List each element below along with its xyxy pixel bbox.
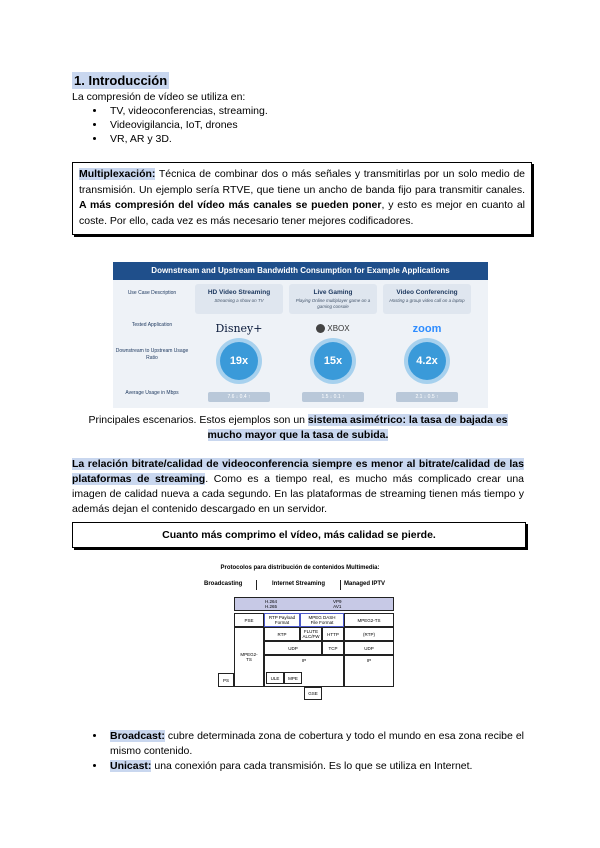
cell-mpeg-dash: MPEG DASH File Format [300,613,344,627]
cell-ps: PS [218,673,234,687]
list-item: • TV, videoconferencias, streaming. [106,104,268,118]
bullet-text: cubre determinada zona de cobertura y todo el mundo en esa zona recibe el mismo contenido. [110,730,524,757]
ratio-circle: 19x [220,342,258,380]
codec-row [234,597,394,611]
cell-udp-right: UDP [344,641,394,655]
row-label-ratio: Downstream to Upstream Usage Ratio [115,348,189,361]
header-managed-iptv: Managed IPTV [344,581,386,587]
bitrate-text: . Como es a tiempo real, es mucho más complicado crear una imagen de calidad nueva a cada segundo. En las plataformas de streaming tienen más tiempo y además dejan el contenido descargado en un servidor. [72,473,524,515]
list-item [106,759,524,774]
cell-mpe: MPE [284,672,302,684]
cell-pse: PSE [234,613,264,627]
header-internet-streaming: Internet Streaming [272,581,326,587]
uses-list [90,104,268,146]
protocols-title: Protocolos para distribución de contenidos Multimedia: [220,565,380,571]
column-title: Live Gaming [313,289,353,296]
cell-rtp-paren: (RTP) [344,627,394,641]
multiplex-text-2: , y esto es mejor en cuanto al coste. Por ello, cada vez es más necesario tener mejores codificadores. [79,199,525,227]
section-title: 1. Introducción [74,73,168,88]
cell-tcp: TCP [322,641,344,655]
header-divider [256,580,257,590]
cell-http: HTTP [322,627,344,641]
column-header-conferencing [383,284,471,314]
cell-ip-right: IP [344,655,394,687]
compression-statement-box: Cuanto más comprimo el vídeo, más calidad se pierde. [72,522,526,548]
column-header-streaming [195,284,283,314]
usage-badge: 2.1 ↓ 0.5 ↑ [396,392,458,402]
cell-flute: FLUTE ALC/FW [300,627,322,641]
header-divider [340,580,341,590]
xbox-label: XBOX [327,324,350,333]
list-item: • Videovigilancia, IoT, drones [106,118,268,132]
bitrate-paragraph [72,457,524,517]
row-label-use-case: Use Case Description [127,290,177,296]
multiplex-text-1: Técnica de combinar dos o más señales y transmitirlas por un solo medio de transmisión. Un ejemplo sería RTVE, que tiene un ancho de banda fijo para transmitir canales. [79,168,525,196]
column-title: HD Video Streaming [207,289,271,296]
list-item: • VR, AR y 3D. [106,132,268,146]
cell-ip: IP [264,655,344,687]
bandwidth-figure [113,262,488,408]
cell-ule: ULE [266,672,284,684]
column-description: Hosting a group video call on a laptop [389,298,465,303]
column-title: Video Conferencing [396,289,458,296]
intro-text: La compresión de vídeo se utiliza en: [72,91,246,103]
cell-rtp: RTP [264,627,300,641]
multiplex-highlight: A más compresión del vídeo más canales se pueden poner [79,199,382,211]
cell-gse: GSE [304,687,322,700]
usage-badge: 7.6 ↓ 0.4 ↑ [208,392,270,402]
cell-rtp-payload: RTP Payload Format [264,613,300,627]
codec-vp9: VP9 AV1 [333,599,342,609]
column-header-gaming [289,284,377,314]
multiplexacion-box [72,162,532,235]
bullet-term: Broadcast: [110,730,165,742]
cell-mpeg2ts-right: MPEG2-TS [344,613,394,627]
column-description: Playing Online multiplayer game on a gaming console [295,298,371,309]
xbox-icon [316,324,325,333]
list-item [106,729,524,759]
row-label-usage: Average Usage in Mbps [125,390,179,396]
header-broadcasting: Broadcasting [204,581,243,587]
protocols-figure [200,565,400,701]
bullet-term: Unicast: [110,760,152,772]
figure-caption [72,413,524,443]
cell-udp: UDP [264,641,322,655]
zoom-logo: zoom [412,323,442,335]
disney-plus-logo: Disney+ [215,322,263,335]
caption-highlight: sistema asimétrico: la tasa de bajada es mucho mayor que la tasa de subida. [207,414,508,441]
figure-title: Downstream and Upstream Bandwidth Consumption for Example Applications [113,262,488,280]
row-label-tested: Tested Application [131,322,173,328]
ratio-circle: 15x [314,342,352,380]
multiplex-term: Multiplexación: [79,168,156,180]
column-description: Streaming a show on TV [214,298,264,303]
caption-text: Principales escenarios. Estos ejemplos son un [88,414,308,426]
usage-badge: 1.5 ↓ 0.1 ↑ [302,392,364,402]
ratio-circle: 4.2x [408,342,446,380]
final-bullets [90,729,524,774]
bullet-text: una conexión para cada transmisión. Es lo que se utiliza en Internet. [151,760,473,772]
cell-mpeg2-ts: MPEG2- TS [234,627,264,687]
xbox-logo [289,322,377,336]
bitrate-highlight: La relación bitrate/calidad de videoconferencia siempre es menor al bitrate/calidad de las plataformas de streaming [72,458,524,485]
codec-h264: H.264 H.265 [265,599,278,609]
